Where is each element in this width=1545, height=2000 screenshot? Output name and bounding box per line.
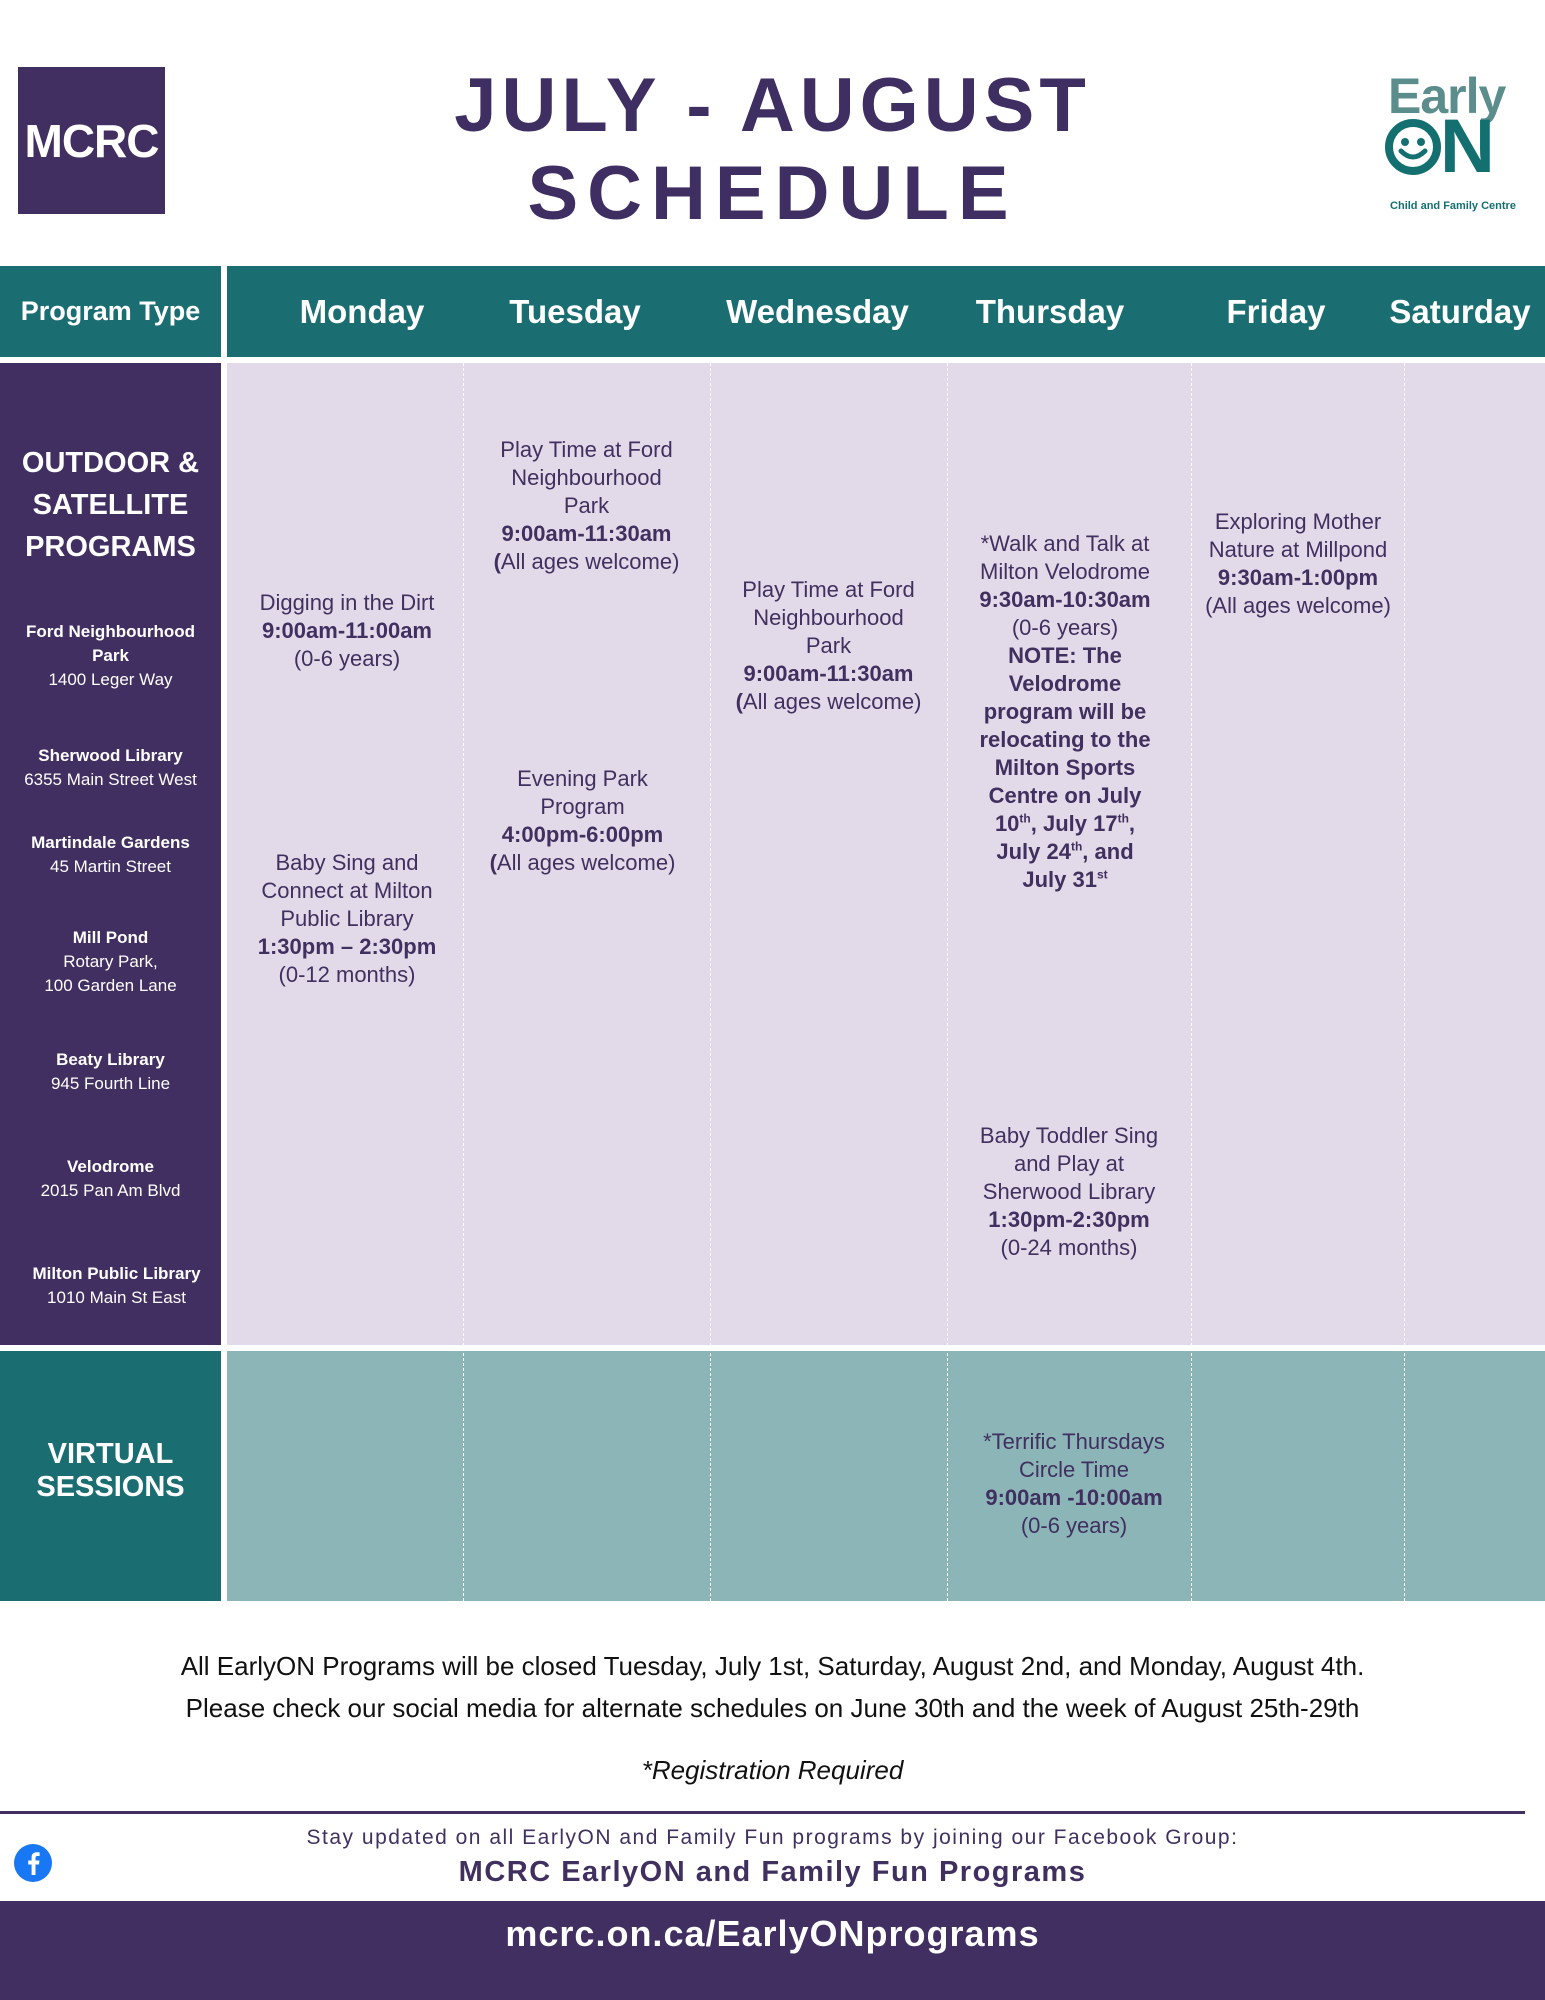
facebook-icon[interactable] — [14, 1844, 52, 1882]
virtual-sessions-title: VIRTUAL SESSIONS — [36, 1438, 185, 1503]
location-sherwood-library: Sherwood Library 6355 Main Street West — [24, 746, 197, 789]
day-header-saturday: Saturday — [1389, 292, 1531, 330]
closure-notice: All EarlyON Programs will be closed Tuesday, July 1st, Saturday, August 2nd, and Monday, August 4th. Please check our social media for alternate schedules on June 30th and the week of August 25th-29th — [180, 1651, 1365, 1723]
earlyon-logo-word-on — [1384, 104, 1495, 189]
page-title — [380, 62, 1165, 238]
title-line-1: JULY - AUGUST — [454, 63, 1091, 148]
column-divider — [1404, 363, 1405, 1601]
location-martindale-gardens: Martindale Gardens 45 Martin Street — [31, 833, 190, 876]
location-mill-pond: Mill Pond Rotary Park, 100 Garden Lane — [44, 928, 177, 995]
program-evening-park: Evening Park Program 4:00pm-6:00pm (All ages welcome) — [489, 766, 676, 875]
program-walk-and-talk: *Walk and Talk at Milton Velodrome 9:30am-10:30am (0-6 years) NOTE: The Velodrome program will be relocating to the Milton Sports Centre on July 10th, July 17th, July 24th, and July 31st — [949, 530, 1181, 894]
column-divider — [947, 363, 948, 1601]
mcrc-logo-text: MCRC — [24, 114, 159, 167]
earlyon-logo-word-early: Early — [1388, 68, 1506, 124]
column-divider — [710, 363, 711, 1601]
location-velodrome: Velodrome 2015 Pan Am Blvd — [40, 1157, 181, 1200]
program-exploring-mother-nature: Exploring Mother Nature at Millpond 9:30am-1:00pm (All ages welcome) — [1205, 509, 1391, 618]
program-type-label: Program Type — [20, 296, 201, 326]
title-line-2: SCHEDULE — [527, 151, 1018, 236]
website-banner — [0, 1901, 1545, 2000]
outdoor-programs-title: OUTDOOR & SATELLITE PROGRAMS — [21, 447, 200, 563]
program-baby-sing-and-connect: Baby Sing and Connect at Milton Public Library 1:30pm – 2:30pm (0-12 months) — [257, 850, 437, 987]
smiley-face-icon — [1384, 118, 1442, 176]
location-ford-neighbourhood-park: Ford Neighbourhood Park 1400 Leger Way — [25, 622, 196, 689]
footer-divider — [0, 1811, 1525, 1814]
column-divider — [1191, 363, 1192, 1601]
location-milton-public-library: Milton Public Library 1010 Main St East — [32, 1264, 201, 1307]
day-header-thursday: Thursday — [975, 292, 1125, 330]
registration-required-note: *Registration Required — [641, 1755, 904, 1785]
earlyon-logo — [1378, 70, 1528, 220]
program-wednesday-play-time: Play Time at Ford Neighbourhood Park 9:00am-11:30am (All ages welcome) — [735, 577, 922, 714]
day-header-friday: Friday — [1226, 292, 1326, 330]
column-divider — [463, 363, 464, 1601]
website-url-link[interactable]: mcrc.on.ca/EarlyONprograms — [505, 1913, 1040, 1954]
day-header-wednesday: Wednesday — [726, 292, 909, 330]
earlyon-logo-subtitle: Child and Family Centre — [1390, 200, 1516, 212]
day-header-tuesday: Tuesday — [509, 292, 641, 330]
program-tuesday-play-time: Play Time at Ford Neighbourhood Park 9:00am-11:30am (All ages welcome) — [493, 437, 680, 574]
program-baby-toddler-sing: Baby Toddler Sing and Play at Sherwood Library 1:30pm-2:30pm (0-24 months) — [979, 1123, 1159, 1260]
virtual-schedule-grid — [227, 1351, 1545, 1601]
program-terrific-thursdays: *Terrific Thursdays Circle Time 9:00am -10:00am (0-6 years) — [983, 1429, 1165, 1538]
program-digging-in-the-dirt: Digging in the Dirt 9:00am-11:00am (0-6 years) — [259, 590, 435, 671]
earlyon-logo-n-glyph: N — [1440, 104, 1495, 189]
location-beaty-library: Beaty Library 945 Fourth Line — [50, 1050, 171, 1093]
facebook-group-name[interactable]: MCRC EarlyON and Family Fun Programs — [458, 1856, 1087, 1888]
velodrome-relocation-note: NOTE: The Velodrome program will be relocating to the Milton Sports Centre on July 10th, July 17th, July 24th, and July 31st — [979, 643, 1151, 892]
stay-updated-text: Stay updated on all EarlyON and Family Fun programs by joining our Facebook Group: — [306, 1826, 1239, 1849]
day-header-monday: Monday — [299, 292, 425, 330]
mcrc-logo — [18, 67, 165, 214]
